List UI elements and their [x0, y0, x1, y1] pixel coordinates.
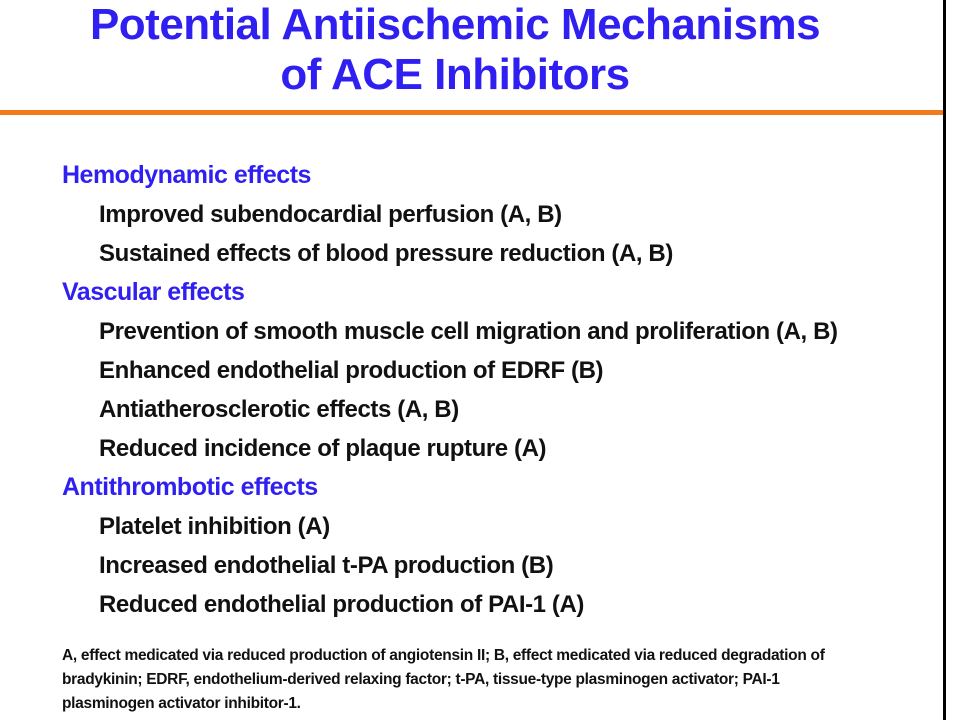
list-item: Antiatherosclerotic effects (A, B) — [99, 396, 459, 423]
list-item: Improved subendocardial perfusion (A, B) — [99, 201, 562, 228]
list-item: Enhanced endothelial production of EDRF (B) — [99, 357, 604, 384]
slide-title-line-1: Potential Antiischemic Mechanisms — [89, 0, 821, 49]
section-heading: Hemodynamic effects — [62, 161, 311, 189]
section-antithrombotic — [62, 468, 932, 624]
section-vascular — [62, 273, 932, 468]
list-item: Reduced endothelial production of PAI-1 (A) — [99, 591, 585, 618]
slide-title-line-2: of ACE Inhibitors — [280, 50, 630, 99]
list-item: Reduced incidence of plaque rupture (A) — [99, 435, 547, 462]
mechanism-list — [62, 156, 932, 624]
list-item: Platelet inhibition (A) — [99, 513, 330, 540]
right-border — [943, 0, 960, 720]
section-hemodynamic — [62, 156, 932, 273]
footnote: A, effect medicated via reduced production of angiotensin II; B, effect medicated via reduced degradation of bradykinin; EDRF, endothelium-derived relaxing factor; t-PA, tissue-type plasminogen activator; PAI-1 plasminogen activator inhibitor-1. — [62, 647, 825, 712]
section-heading: Vascular effects — [62, 278, 245, 306]
slide-title — [0, 0, 910, 100]
title-divider — [0, 110, 960, 115]
list-item: Increased endothelial t-PA production (B) — [99, 552, 554, 579]
section-heading: Antithrombotic effects — [62, 473, 318, 501]
list-item: Prevention of smooth muscle cell migration and proliferation (A, B) — [99, 318, 838, 345]
list-item: Sustained effects of blood pressure reduction (A, B) — [99, 240, 673, 267]
